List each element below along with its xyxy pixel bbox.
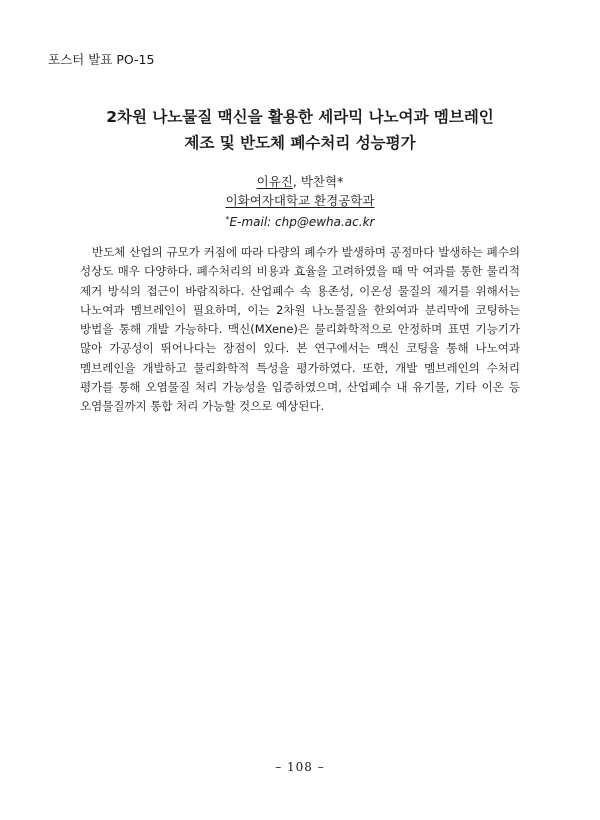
paper-title-line-2: 제조 및 반도체 폐수처리 성능평가: [184, 134, 416, 152]
email-text: E-mail: chp@ewha.ac.kr: [229, 215, 375, 229]
abstract-paragraph: 반도체 산업의 규모가 커짐에 따라 다량의 폐수가 발생하며 공정마다 발생하는 폐수의 성상도 매우 다양하다. 폐수처리의 비용과 효율을 고려하였을 때 막 여과를 통한 물리적 제거 방식의 접근이 바람직하다. 산업폐수 속 용존성, 이온성 물질의 제거를 위해서는 나노여과 멤브레인이 필요하며, 이는 2차원 나노물질을 한외여과 분리막에 코팅하는 방법을 통해 개발 가능하다. 맥신(MXene)은 물리화학적으로 안정하며 표면 기능기가 많아 가공성이 뛰어나다는 장점이 있다. 본 연구에서는 맥신 코팅을 통해 나노여과 멤브레인을 개발하고 물리화학적 특성을 평가하였다. 또한, 개발 멤브레인의 수처리 평가를 통해 오염물질 처리 가능성을 입증하였으며, 산업폐수 내 유기물, 기타 이온 등 오염물질까지 통합 처리 가능할 것으로 예상된다.: [80, 245, 520, 414]
author-name-2: 박찬혁*: [300, 174, 344, 189]
email-marker: *: [225, 215, 230, 224]
author-list: [0, 172, 600, 191]
corresponding-email: [0, 210, 600, 232]
affiliation: 이화여자대학교 환경공학과: [225, 193, 375, 208]
author-separator: ,: [292, 174, 301, 189]
author-block: [0, 172, 600, 232]
paper-title-line-1: 2차원 나노물질 맥신을 활용한 세라믹 나노여과 멤브레인: [106, 108, 494, 126]
page-number: – 108 –: [275, 760, 325, 774]
author-name-1: 이유진: [256, 174, 293, 189]
paper-title: [0, 104, 600, 156]
session-label: 포스터 발표 PO-15: [48, 52, 155, 67]
